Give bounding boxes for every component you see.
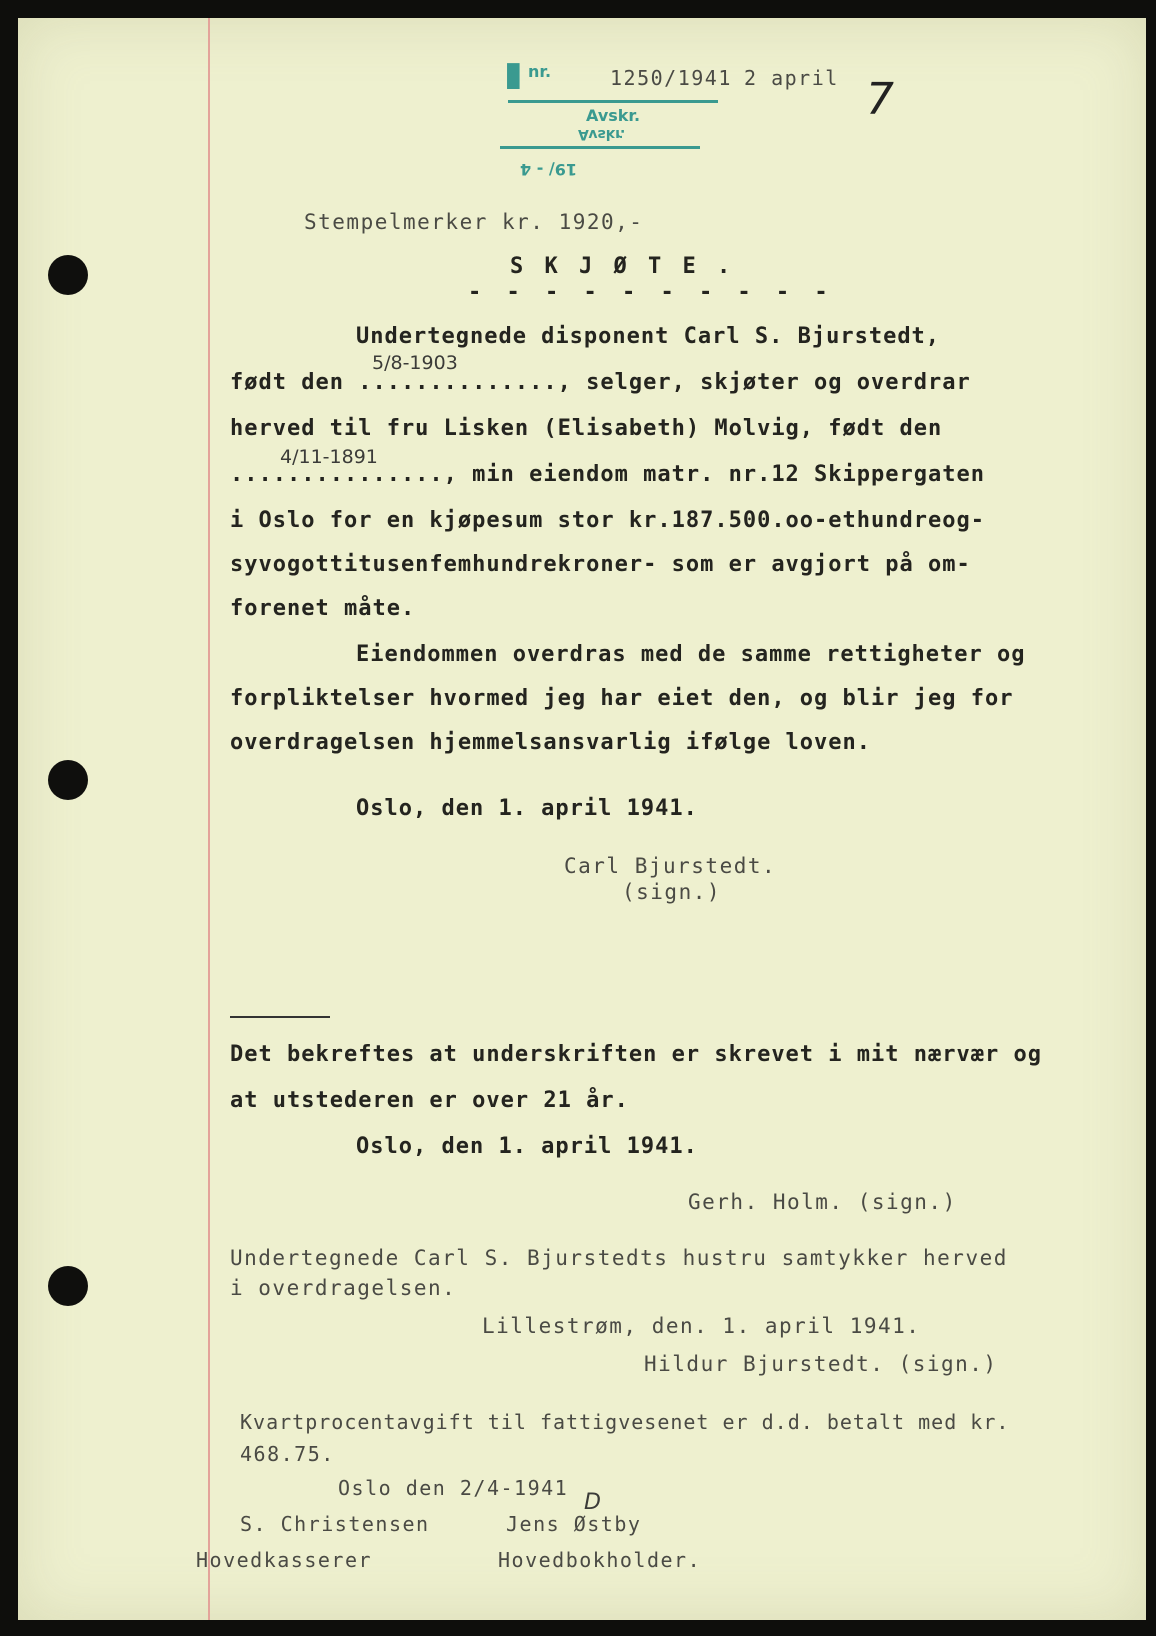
consent-signer: Hildur Bjurstedt. (sign.) (644, 1352, 998, 1376)
stamp-duty: Stempelmerker kr. 1920,- (304, 210, 644, 234)
fee-place-date: Oslo den 2/4-1941 (338, 1476, 569, 1500)
witness-line-2: at utstederen er over 21 år. (230, 1088, 629, 1113)
seller-birth-date: 5/8-1903 (372, 352, 458, 374)
document-title: S K J Ø T E . (510, 254, 735, 279)
deed-line-1: Undertegnede disponent Carl S. Bjurstedt, (356, 324, 941, 349)
deed-sign-note: (sign.) (622, 880, 722, 904)
consent-line-1: Undertegnede Carl S. Bjurstedts hustru samtykker herved (230, 1246, 1008, 1270)
witness-signer: Gerh. Holm. (sign.) (688, 1190, 957, 1214)
section-divider (230, 1016, 330, 1018)
deed-line-2: født den .............., selger, skjøter og overdrar (230, 370, 971, 395)
witness-place-date: Oslo, den 1. april 1941. (356, 1134, 698, 1159)
deed-line-4: ..............., min eiendom matr. nr.12 Skippergaten (230, 462, 985, 487)
deed-line-10: overdragelsen hjemmelsansvarlig ifølge loven. (230, 730, 872, 755)
document-sheet (18, 18, 1146, 1620)
stamp-rule (508, 100, 718, 103)
stamp-prefix: nr. (528, 62, 552, 81)
deed-line-5: i Oslo for en kjøpesum stor kr.187.500.oo-ethundreog- (230, 508, 985, 533)
stamp-rule (500, 146, 700, 149)
punch-hole (48, 1266, 88, 1306)
registration-date: 2 april (744, 66, 839, 90)
fee-title-left: Hovedkasserer (196, 1548, 373, 1572)
stamp-line-3: 19/ - 4 (520, 160, 578, 179)
fee-line-1: Kvartprocentavgift til fattigvesenet er d.d. betalt med kr. (240, 1410, 1010, 1434)
margin-line (208, 18, 210, 1620)
deed-line-9: forpliktelser hvormed jeg har eiet den, og blir jeg for (230, 686, 1014, 711)
deed-line-6: syvogottitusenfemhundrekroner- som er avgjort på om- (230, 552, 971, 577)
deed-line-8: Eiendommen overdras med de samme rettigheter og (356, 642, 1026, 667)
deed-line-7: forenet måte. (230, 596, 416, 621)
title-underline: - - - - - - - - - - (468, 280, 834, 305)
consent-line-2: i overdragelsen. (230, 1276, 457, 1300)
buyer-birth-date: 4/11-1891 (280, 446, 378, 468)
consent-place-date: Lillestrøm, den. 1. april 1941. (482, 1314, 921, 1338)
witness-line-1: Det bekreftes at underskriften er skrevet i mit nærvær og (230, 1042, 1042, 1067)
registration-number: 1250/1941 (610, 66, 732, 90)
stamp-line-2: Avskr. (578, 126, 626, 142)
fee-line-2: 468.75. (240, 1442, 335, 1466)
punch-hole (48, 760, 88, 800)
fee-signer-right: Jens Østby (506, 1512, 642, 1536)
deed-place-date: Oslo, den 1. april 1941. (356, 796, 698, 821)
fee-signer-left: S. Christensen (240, 1512, 430, 1536)
fee-title-right: Hovedbokholder. (498, 1548, 702, 1572)
deed-signer: Carl Bjurstedt. (564, 854, 777, 878)
fee-initial: D (584, 1490, 601, 1515)
folio-mark: 7 (866, 74, 894, 125)
deed-line-3: herved til fru Lisken (Elisabeth) Molvig, født den (230, 416, 943, 441)
stamp-line-1: Avskr. (586, 106, 641, 125)
punch-hole (48, 255, 88, 295)
stamp-mark-icon: ▮ (504, 54, 523, 94)
